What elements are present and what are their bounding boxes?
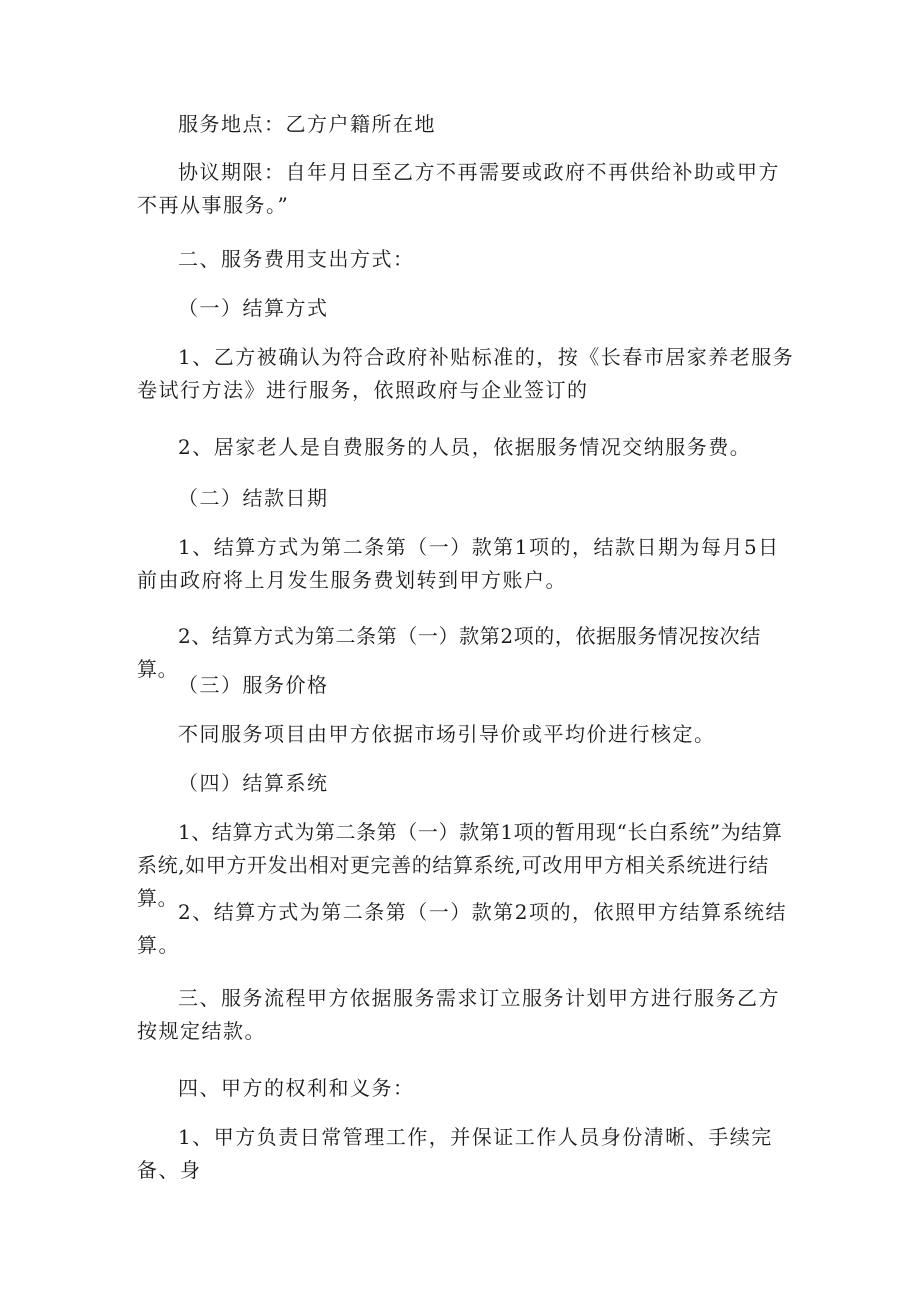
heading-party-a-rights: 四、甲方的权利和义务： xyxy=(178,1076,415,1100)
paragraph-settlement-item-1: 1、乙方被确认为符合政府补贴标准的，按《长春市居家养老服务卷试行方法》进行服务，依照政府与企业签订的 xyxy=(137,345,795,402)
paragraph-settlement-system-item-2: 2、结算方式为第二条第（一）款第2项的，依照甲方结算系统结算。 xyxy=(137,900,787,957)
paragraph-service-location: 服务地点：乙方户籍所在地 xyxy=(178,112,436,136)
paragraph-party-a-item-1: 1、甲方负责日常管理工作，并保证工作人员身份清晰、手续完备、身 xyxy=(137,1125,773,1182)
subheading-settlement-system: （四）结算系统 xyxy=(178,771,329,795)
subheading-service-price: （三）服务价格 xyxy=(178,673,329,697)
paragraph-agreement-term: 协议期限：自年月日至乙方不再需要或政府不再供给补助或甲方不再从事服务。” xyxy=(137,160,780,217)
paragraph-settlement-system-item-1: 1、结算方式为第二条第（一）款第1项的暂用现“长白系统”为结算系统,如甲方开发出相对更完善的结算系统,可改用甲方相关系统进行结算。 xyxy=(137,820,783,910)
heading-payment-method: 二、服务费用支出方式： xyxy=(178,247,415,271)
paragraph-payment-date-item-1: 1、结算方式为第二条第（一）款第1项的，结款日期为每月5日前由政府将上月发生服务费划转到甲方账户。 xyxy=(137,535,780,592)
paragraph-service-price: 不同服务项目由甲方依据市场引导价或平均价进行核定。 xyxy=(178,722,716,746)
heading-service-process: 三、服务流程甲方依据服务需求订立服务计划甲方进行服务乙方按规定结款。 xyxy=(137,986,780,1043)
paragraph-settlement-item-2: 2、居家老人是自费服务的人员，依据服务情况交纳服务费。 xyxy=(178,435,752,459)
subheading-settlement-method: （一）结算方式 xyxy=(178,296,329,320)
paragraph-payment-date-item-2: 2、结算方式为第二条第（一）款第2项的，依据服务情况按次结算。 xyxy=(137,624,761,681)
subheading-payment-date: （二）结款日期 xyxy=(178,486,329,510)
